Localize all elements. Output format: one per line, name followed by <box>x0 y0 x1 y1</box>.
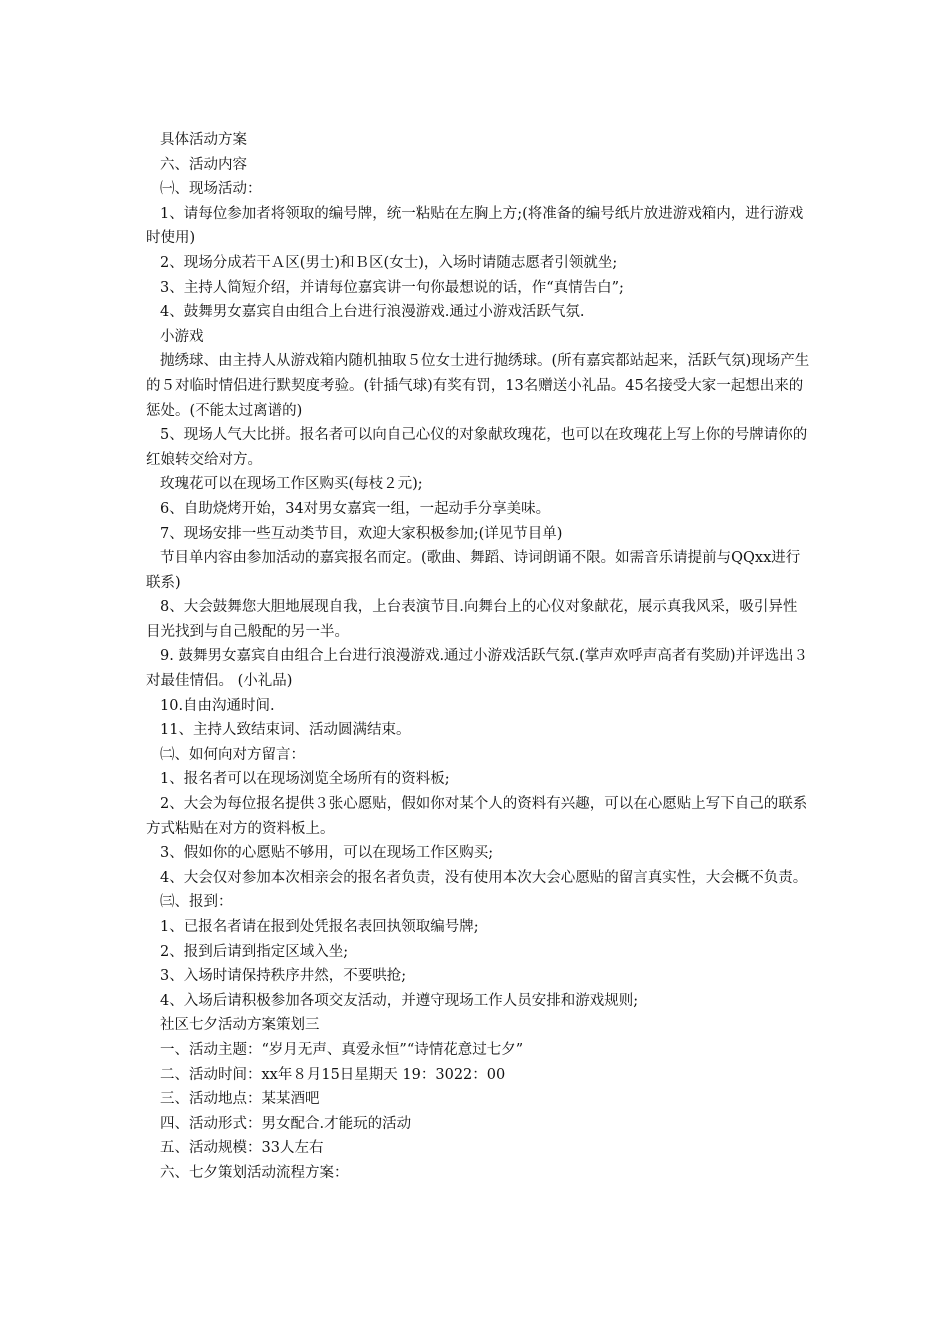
paragraph: 1、请每位参加者将领取的编号牌，统一粘贴在左胸上方;(将准备的编号纸片放进游戏箱内，进行游戏时使用) <box>146 205 804 247</box>
paragraph-subsection: ㈡、如何向对方留言： <box>160 746 305 763</box>
paragraph-section: 六、活动内容 <box>160 156 247 173</box>
paragraph: 2、大会为每位报名提供３张心愿贴，假如你对某个人的资料有兴趣，可以在心愿贴上写下自己的联系方式粘贴在对方的资料板上。 <box>146 796 808 837</box>
paragraph: 1、报名者可以在现场浏览全场所有的资料板; <box>160 771 450 788</box>
paragraph: 2、报到后请到指定区域入坐; <box>160 943 349 960</box>
paragraph-subsection: ㈢、报到： <box>160 894 233 911</box>
paragraph-subheading: 小游戏 <box>160 328 204 345</box>
paragraph: 五、活动规模：33人左右 <box>160 1140 324 1157</box>
paragraph-subsection: ㈠、现场活动： <box>160 181 262 198</box>
paragraph: 3、主持人简短介绍，并请每位嘉宾讲一句你最想说的话，作“真情告白”; <box>160 279 624 296</box>
paragraph: 6、自助烧烤开始，34对男女嘉宾一组，一起动手分享美味。 <box>160 500 551 517</box>
paragraph: 二、活动时间：xx年８月15日星期天 19：3022：00 <box>160 1066 506 1083</box>
paragraph: 玫瑰花可以在现场工作区购买(每枝２元); <box>160 476 423 493</box>
paragraph: 11、主持人致结束词、活动圆满结束。 <box>160 722 411 739</box>
paragraph: 8、大会鼓舞您大胆地展现自我，上台表演节目.向舞台上的心仪对象献花，展示真我风采，吸引异性目光找到与自己般配的另一半。 <box>146 599 798 640</box>
paragraph: 7、现场安排一些互动类节目，欢迎大家积极参加;(详见节目单) <box>160 525 563 542</box>
paragraph: 三、活动地点：某某酒吧 <box>160 1091 320 1108</box>
paragraph: 2、现场分成若干Ａ区(男士)和Ｂ区(女士)，入场时请随志愿者引领就坐; <box>160 254 618 271</box>
paragraph: 3、假如你的心愿贴不够用，可以在现场工作区购买; <box>160 845 494 862</box>
paragraph: 4、鼓舞男女嘉宾自由组合上台进行浪漫游戏.通过小游戏活跃气氛. <box>160 304 585 321</box>
paragraph: 六、七夕策划活动流程方案： <box>160 1164 349 1181</box>
paragraph: 4、入场后请积极参加各项交友活动，并遵守现场工作人员安排和游戏规则; <box>160 992 639 1009</box>
paragraph: 3、入场时请保持秩序井然，不要哄抢; <box>160 968 407 985</box>
paragraph: 4、大会仅对参加本次相亲会的报名者负责，没有使用本次大会心愿贴的留言真实性，大会概不负责。 <box>160 869 808 886</box>
paragraph: 抛绣球、由主持人从游戏箱内随机抽取５位女士进行抛绣球。(所有嘉宾都站起来，活跃气氛)现场产生的５对临时情侣进行默契度考验。(针插气球)有奖有罚，13名赠送小礼品。45名接受大家一起想出来的惩处。(不能太过离谱的) <box>146 353 810 419</box>
paragraph: 四、活动形式：男女配合.才能玩的活动 <box>160 1115 412 1132</box>
paragraph: 1、已报名者请在报到处凭报名表回执领取编号牌; <box>160 919 479 935</box>
paragraph: 10.自由沟通时间. <box>160 697 275 714</box>
paragraph: 一、活动主题：“岁月无声、真爱永恒”“诗情花意过七夕” <box>160 1041 524 1058</box>
document-body <box>146 128 811 1186</box>
paragraph: 5、现场人气大比拼。报名者可以向自己心仪的对象献玫瑰花，也可以在玫瑰花上写上你的号牌请你的红娘转交给对方。 <box>146 427 808 468</box>
paragraph-heading: 具体活动方案 <box>160 132 247 148</box>
paragraph: 9. 鼓舞男女嘉宾自由组合上台进行浪漫游戏.通过小游戏活跃气氛.(掌声欢呼声高者有奖励)并评选出３对最佳情侣。 (小礼品) <box>146 648 808 690</box>
paragraph-heading: 社区七夕活动方案策划三 <box>160 1017 320 1034</box>
paragraph: 节目单内容由参加活动的嘉宾报名而定。(歌曲、舞蹈、诗词朗诵不限。如需音乐请提前与QQxx进行联系) <box>146 550 801 591</box>
